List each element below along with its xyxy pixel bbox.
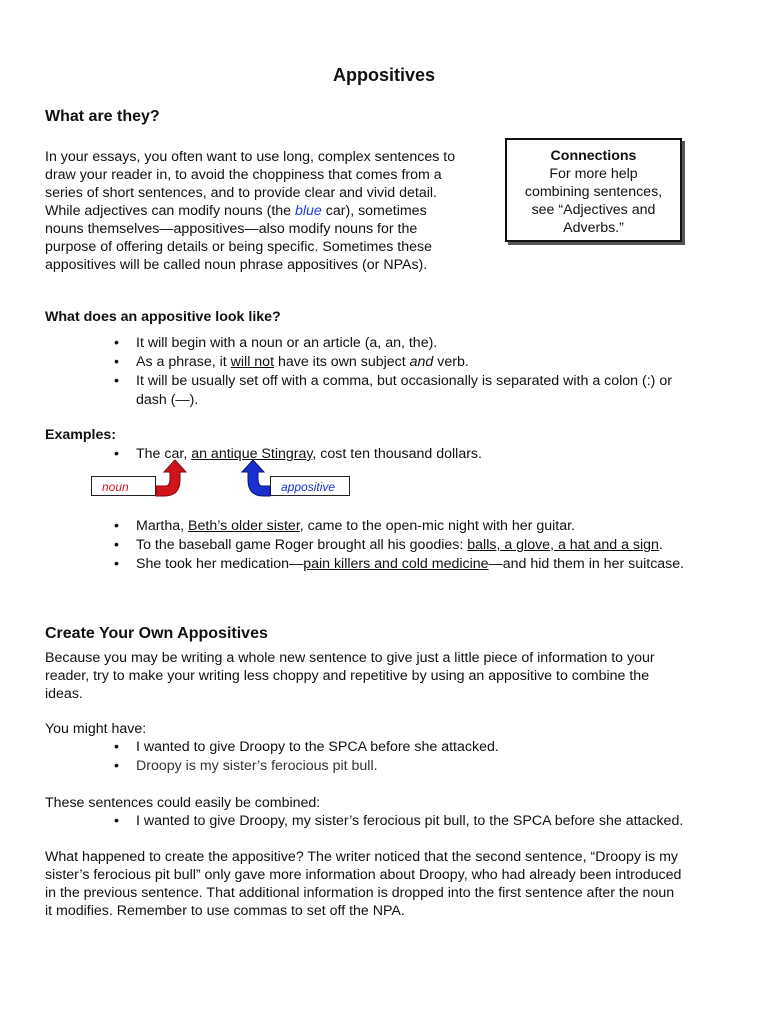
noun-tag: noun	[91, 476, 156, 496]
list-item: • Martha, Beth’s older sister, came to the open-mic night with her guitar.	[110, 517, 750, 536]
intro-line: While adjectives can modify nouns (the blue car), sometimes	[45, 203, 427, 219]
list-item: • As a phrase, it will not have its own subject and verb.	[110, 353, 730, 372]
connections-line: combining sentences,	[524, 184, 663, 200]
list-item: • It will begin with a noun or an article (a, an, the).	[110, 334, 730, 353]
connections-title: Connections	[550, 148, 637, 164]
intro-line: nouns themselves—appositives—also modify nouns for the	[45, 221, 418, 237]
examples-heading: Examples:	[45, 427, 116, 443]
might-have-label: You might have:	[45, 721, 147, 737]
intro-line: series of short sentences, and to provide clear and vivid detail.	[45, 185, 437, 201]
list-item: • To the baseball game Roger brought all his goodies: balls, a glove, a hat and a sign.	[110, 536, 750, 555]
appositive-example: an antique Stingray	[191, 446, 313, 462]
might-have-list	[110, 738, 730, 776]
intro-line: purpose of offering details or being specific. Sometimes these	[45, 239, 432, 255]
intro-line: draw your reader in, to avoid the choppiness that comes from a	[45, 167, 442, 183]
example-list-2	[110, 517, 750, 574]
intro-line: In your essays, you often want to use long, complex sentences to	[45, 149, 456, 165]
connections-line: Adverbs.”	[563, 220, 624, 236]
combined-intro: These sentences could easily be combined:	[45, 795, 321, 811]
look-like-heading: What does an appositive look like?	[45, 309, 281, 325]
noun-arrow-icon	[156, 460, 186, 496]
explanation-paragraph: What happened to create the appositive? The writer noticed that the second sentence, “Droopy is my sister’s ferocious pit bull” only gave more information about Droopy, who had already been introduced in the previous sentence. That additional information is dropped into the first sentence after the noun it modifies. Remember to use commas to set off the NPA.	[45, 849, 682, 919]
list-item: • She took her medication—pain killers and cold medicine—and hid them in her suitcase.	[110, 555, 750, 574]
what-are-they-heading: What are they?	[45, 108, 160, 125]
list-item: • I wanted to give Droopy, my sister’s ferocious pit bull, to the SPCA before she attacked.	[110, 812, 750, 831]
list-item: • It will be usually set off with a comma, but occasionally is separated with a colon (:) or dash (—).	[110, 372, 730, 410]
page-title: Appositives	[332, 65, 436, 85]
list-item: • I wanted to give Droopy to the SPCA before she attacked.	[110, 738, 730, 757]
appositive-arrow-icon	[242, 460, 270, 496]
blue-example-word: blue	[294, 203, 322, 219]
combined-list	[110, 812, 750, 831]
appositive-tag: appositive	[270, 476, 350, 496]
connections-line: see “Adjectives and	[531, 202, 656, 218]
annotation-arrows	[140, 458, 290, 500]
list-item: • Droopy is my sister’s ferocious pit bull.	[110, 757, 730, 776]
create-paragraph: Because you may be writing a whole new sentence to give just a little piece of information to your reader, try to make your writing less choppy and repetitive by using an appositive to combine the ideas.	[45, 650, 655, 702]
connections-box	[505, 138, 682, 242]
look-like-list	[110, 334, 730, 410]
intro-line: appositives will be called noun phrase appositives (or NPAs).	[45, 257, 428, 273]
connections-line: For more help	[549, 166, 638, 182]
list-item: • The car, an antique Stingray, cost ten thousand dollars.	[110, 445, 730, 464]
create-heading: Create Your Own Appositives	[45, 625, 268, 642]
intro-paragraph	[45, 148, 495, 274]
